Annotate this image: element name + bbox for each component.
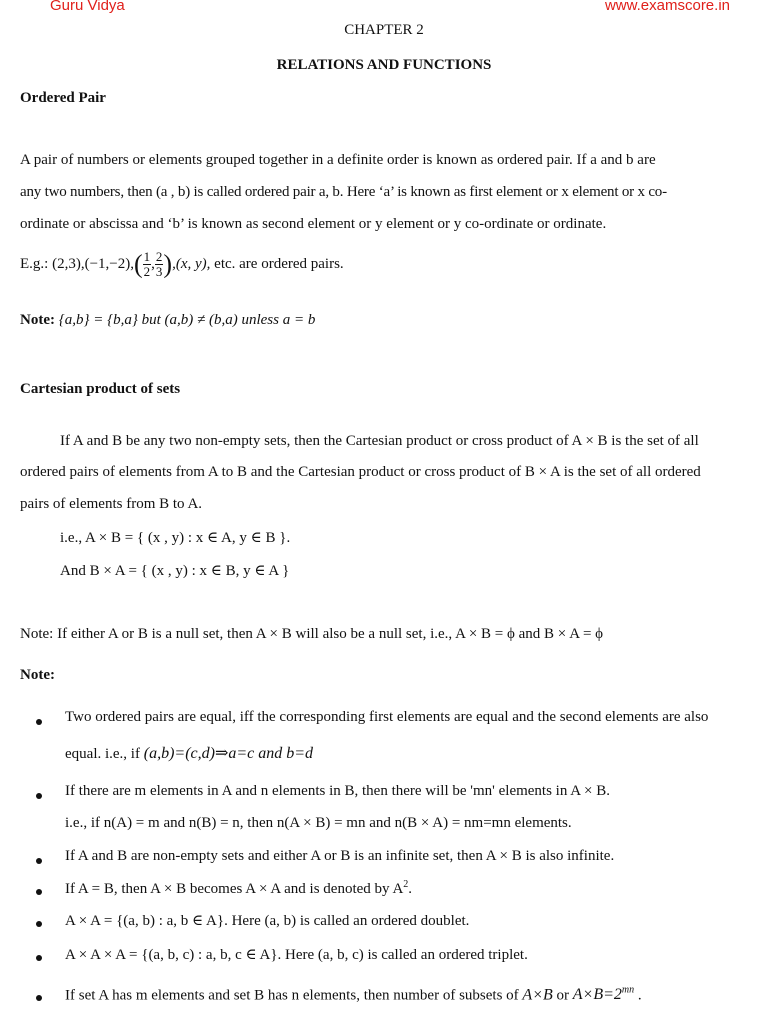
fraction-two-thirds: $\frac{2}{3}$ <box>155 249 163 279</box>
paren-open-icon: ( <box>134 249 143 279</box>
bullet-1-math: (a,b)=(c,d)⇒a=c and b=d <box>143 745 314 762</box>
example-line: E.g.: (2,3),(−1,−2),( $\frac{1}{2}$ , $\frac{2}{3}$ ),(x, y), etc. are ordered pairs. <box>20 249 344 279</box>
header-site-name: Guru Vidya <box>50 0 125 14</box>
cartesian-para-line-3: pairs of elements from B to A. <box>20 496 203 512</box>
note-set-equality <box>20 312 315 329</box>
bullet-6: A × A × A = {(a, b, c) : a, b, c ∈ A}. Here (a, b, c) is called an ordered triplet. <box>65 947 528 963</box>
bullet-1-line-2 <box>65 743 313 763</box>
page-title: RELATIONS AND FUNCTIONS <box>276 57 492 73</box>
bullet-2-line-1: If there are m elements in A and n elements in B, then there will be 'mn' elements in A × B. <box>65 783 610 799</box>
heading-note: Note: <box>20 667 55 683</box>
ordered-pair-para-line-3: ordinate or abscissa and ‘b’ is known as second element or y element or y co-ordinate or ordinate. <box>20 216 607 232</box>
heading-cartesian-product: Cartesian product of sets <box>20 381 181 397</box>
heading-ordered-pair: Ordered Pair <box>20 90 106 106</box>
bullet-2-line-2: i.e., if n(A) = m and n(B) = n, then n(A × B) = mn and n(B × A) = nm=mn elements. <box>65 815 572 831</box>
bullet-7-text: If set A has m elements and set B has n elements, then number of subsets of <box>65 987 519 1004</box>
chapter-label: CHAPTER 2 <box>344 22 424 38</box>
bullet-7-math-2: $A\times B=2^{mn}$ <box>572 985 635 1004</box>
note-label: Note: <box>20 312 55 328</box>
ordered-pair-para-line-1: A pair of numbers or elements grouped together in a definite order is known as ordered pair. If a and b are <box>20 152 656 168</box>
cartesian-para-line-1: If A and B be any two non-empty sets, then the Cartesian product or cross product of A × B is the set of all <box>60 433 699 449</box>
ordered-pair-para-line-2: any two numbers, then (a , b) is called ordered pair a, b. Here ‘a’ is known as first element or x element or x co- <box>20 184 667 200</box>
note-math: {a,b} = {b,a} but (a,b) ≠ (b,a) unless a = b <box>58 312 316 328</box>
cartesian-para-line-2: ordered pairs of elements from A to B and the Cartesian product or cross product of B × A is the set of all ordered <box>20 464 701 480</box>
example-math-pairs: (2,3),(−1,−2), <box>52 255 134 272</box>
header-site-url[interactable]: www.examscore.in <box>604 0 730 14</box>
bullet-1-line-1: Two ordered pairs are equal, iff the corresponding first elements are equal and the second elements are also <box>65 709 709 725</box>
bullet-3: If A and B are non-empty sets and either A or B is an infinite set, then A × B is also infinite. <box>65 848 615 864</box>
paren-close-icon: ) <box>163 249 173 279</box>
null-set-note: Note: If either A or B is a null set, then A × B will also be a null set, i.e., A × B = ϕ and B × A = ϕ <box>20 626 604 642</box>
example-suffix: etc. are ordered pairs. <box>214 255 344 272</box>
bullet-4: If A = B, then A × B becomes A × A and is denoted by $A^2$. <box>65 879 413 897</box>
fraction-one-half: $\frac{1}{2}$ <box>143 249 151 279</box>
bullet-5: A × A = {(a, b) : a, b ∈ A}. Here (a, b) is called an ordered doublet. <box>65 913 470 929</box>
example-math-xy: ,(x, y), <box>172 255 211 272</box>
bullet-1-text: equal. i.e., if <box>65 746 140 762</box>
bullet-7: If set A has m elements and set B has n elements, then number of subsets of A×B or $A\times B=2^{mn}$ . <box>65 985 642 1004</box>
bullet-7-math-1: A×B <box>522 986 553 1004</box>
example-prefix: E.g.: <box>20 255 49 272</box>
cartesian-ie-line: i.e., A × B = { (x , y) : x ∈ A, y ∈ B }. <box>60 530 291 546</box>
bullet-7-or: or <box>556 987 570 1004</box>
cartesian-and-line: And B × A = { (x , y) : x ∈ B, y ∈ A } <box>60 563 290 579</box>
